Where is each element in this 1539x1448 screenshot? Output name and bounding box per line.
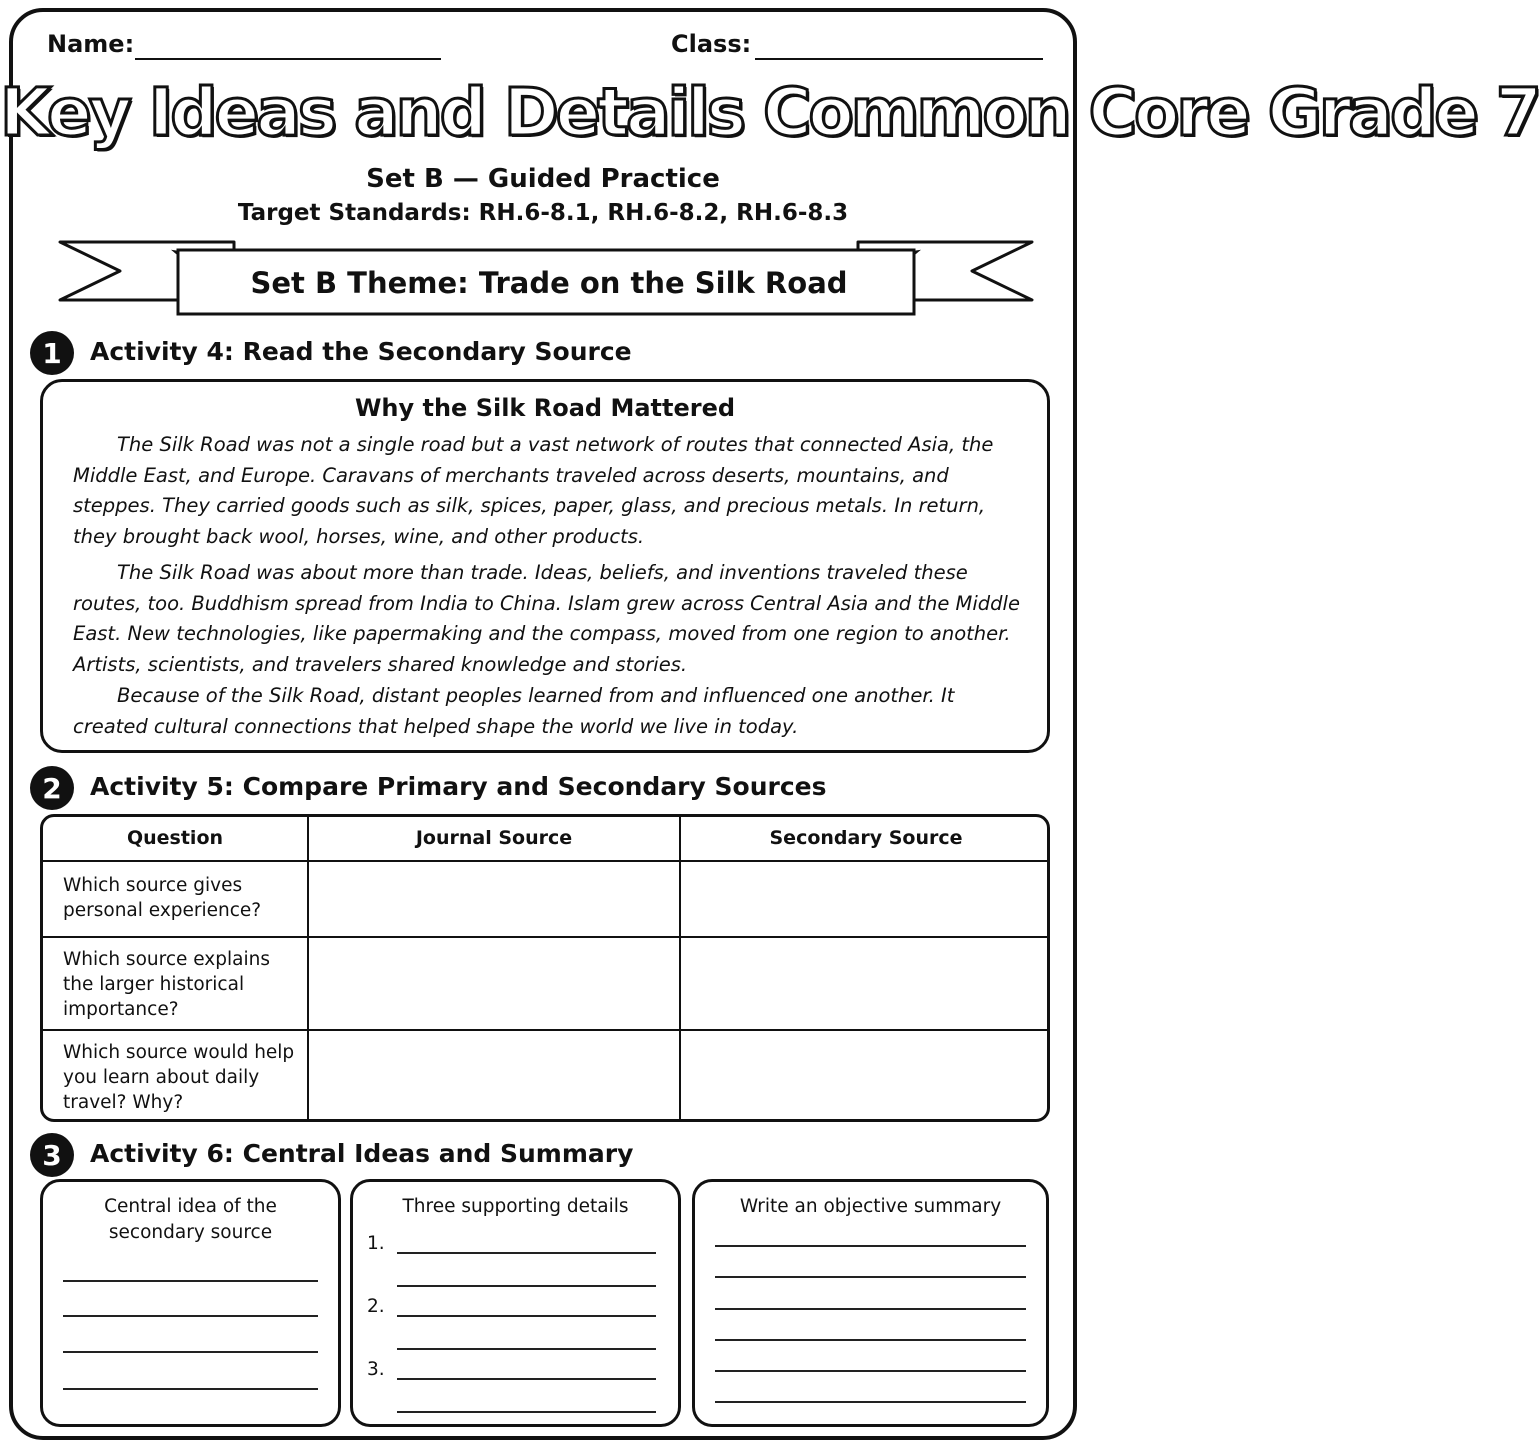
supporting-details-box — [350, 1179, 681, 1427]
reading-title: Why the Silk Road Mattered — [354, 394, 736, 422]
writing-line[interactable] — [715, 1276, 1026, 1278]
writing-line[interactable] — [397, 1252, 656, 1254]
detail-number-2: 2. — [367, 1296, 385, 1317]
answer-cell-secondary-3[interactable] — [681, 1031, 1051, 1121]
reading-passage-box — [40, 379, 1050, 753]
writing-line[interactable] — [63, 1280, 318, 1282]
answer-cell-journal-3[interactable] — [309, 1031, 679, 1121]
answer-cell-journal-1[interactable] — [309, 862, 679, 936]
answer-cell-secondary-1[interactable] — [681, 862, 1051, 936]
theme-banner-text: Set B Theme: Trade on the Silk Road — [250, 266, 848, 300]
page-title: Key Ideas and Details Common Core Grade 7 — [0, 74, 1539, 151]
section-1-number-badge: 1 — [30, 331, 74, 375]
writing-line[interactable] — [397, 1411, 656, 1413]
table-question-2: Which source explains the larger historical importance? — [63, 949, 270, 1020]
central-idea-box — [40, 1179, 341, 1427]
compare-sources-table — [40, 814, 1050, 1122]
name-class-row — [47, 30, 1042, 64]
class-field[interactable] — [755, 58, 1043, 60]
writing-line[interactable] — [715, 1401, 1026, 1403]
reading-paragraph-2: The Silk Road was about more than trade. Ideas, beliefs, and inventions traveled these routes, too. Buddhism spread from India to China. Islam grew across Central Asia and the Middle East. New technologies, like papermaking and the compass, moved from one region to another. Artists, scientists, and travelers shared knowledge and stories. — [73, 561, 1020, 676]
detail-number-3: 3. — [367, 1359, 385, 1380]
class-label: Class: — [671, 30, 752, 58]
central-idea-prompt: Central idea of the secondary source — [104, 1196, 277, 1243]
writing-line[interactable] — [63, 1315, 318, 1317]
objective-summary-box — [692, 1179, 1049, 1427]
table-header-question: Question — [126, 827, 224, 849]
reading-paragraph-1: The Silk Road was not a single road but a vast network of routes that connected Asia, the Middle East, and Europe. Caravans of merchants traveled across deserts, mountains, and steppes. They carried goods such as silk, spices, paper, glass, and precious metals. In return, they brought back wool, horses, wine, and other products. — [73, 433, 994, 548]
table-header-journal-source: Journal Source — [415, 827, 573, 849]
writing-line[interactable] — [715, 1308, 1026, 1310]
writing-line[interactable] — [63, 1388, 318, 1390]
writing-line[interactable] — [715, 1370, 1026, 1372]
writing-line[interactable] — [715, 1245, 1026, 1247]
section-2-number-badge: 2 — [30, 766, 74, 810]
section-1-heading — [30, 331, 630, 375]
writing-line[interactable] — [715, 1339, 1026, 1341]
answer-cell-secondary-2[interactable] — [681, 938, 1051, 1029]
section-1-title: Activity 4: Read the Secondary Source — [90, 337, 632, 366]
writing-line[interactable] — [397, 1315, 656, 1317]
name-field[interactable] — [135, 58, 441, 60]
section-3-heading — [30, 1133, 730, 1177]
table-question-3: Which source would help you learn about daily travel? Why? — [63, 1042, 295, 1113]
supporting-details-prompt: Three supporting details — [402, 1196, 629, 1217]
table-question-1: Which source gives personal experience? — [63, 875, 262, 921]
writing-line[interactable] — [397, 1348, 656, 1350]
section-2-title: Activity 5: Compare Primary and Secondary Sources — [90, 772, 827, 801]
name-label: Name: — [47, 30, 135, 58]
section-3-number-badge: 3 — [30, 1133, 74, 1177]
page-subtitle: Set B — Guided Practice — [366, 164, 720, 194]
objective-summary-prompt: Write an objective summary — [739, 1196, 1002, 1217]
detail-number-1: 1. — [367, 1233, 385, 1254]
writing-line[interactable] — [397, 1285, 656, 1287]
answer-cell-journal-2[interactable] — [309, 938, 679, 1029]
writing-line[interactable] — [397, 1378, 656, 1380]
section-2-heading — [30, 766, 830, 810]
section-3-title: Activity 6: Central Ideas and Summary — [90, 1139, 634, 1168]
table-header-secondary-source: Secondary Source — [769, 827, 963, 849]
target-standards: Target Standards: RH.6-8.1, RH.6-8.2, RH.6-8.3 — [237, 200, 849, 226]
reading-paragraph-3: Because of the Silk Road, distant peoples learned from and influenced one another. It created cultural connections that helped shape the world we live in today. — [73, 684, 955, 738]
writing-line[interactable] — [63, 1351, 318, 1353]
